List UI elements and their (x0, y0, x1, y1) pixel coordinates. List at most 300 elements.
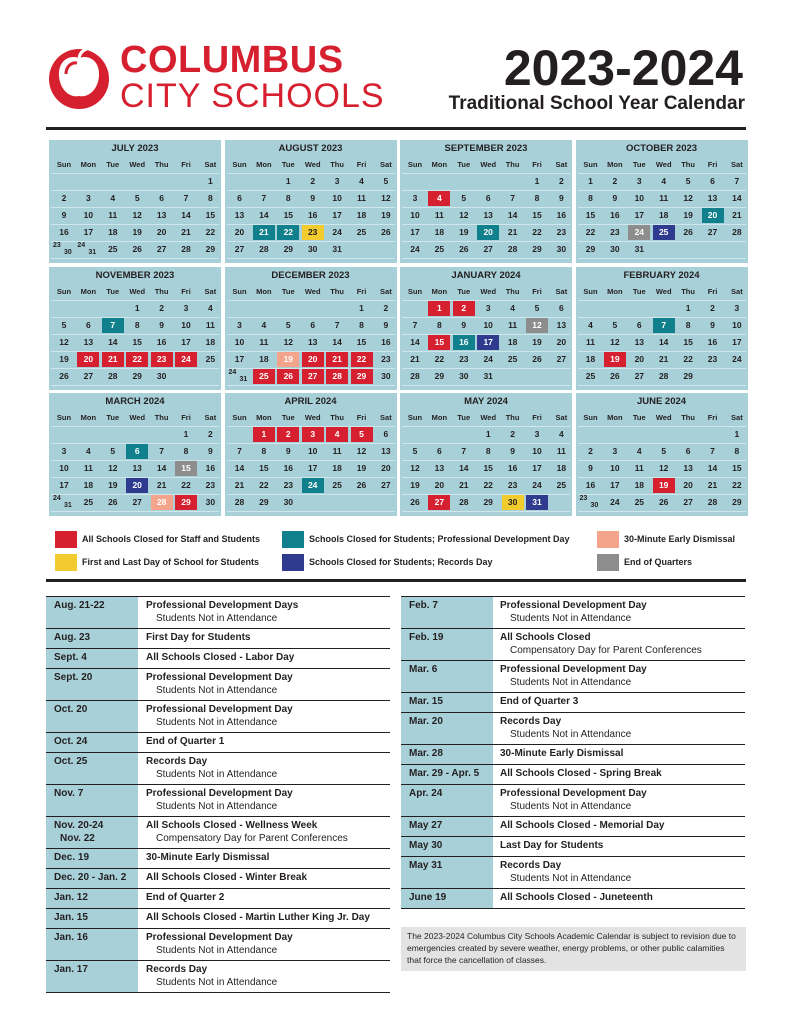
day-cell: 16 (556, 210, 567, 220)
day-cell: 27 (234, 244, 245, 254)
day-cell: 17 (532, 463, 542, 473)
event-row (46, 597, 390, 629)
day-cell: 3 (183, 302, 189, 313)
day-number: 30 (64, 249, 72, 256)
day-cell: 15 (683, 336, 693, 347)
day-cell: 2 (559, 176, 564, 186)
day-cell: 23 (459, 353, 469, 364)
day-number: 31 (239, 375, 248, 383)
day-cell: 24 (483, 353, 493, 364)
day-cell: 18 (259, 353, 269, 364)
day-cell: 12 (610, 336, 620, 347)
day-cell: 10 (634, 193, 645, 203)
event-date: May 30 (409, 840, 443, 851)
event-note: Students Not in Attendance (156, 945, 278, 956)
event-description: Professional Development Day (500, 788, 647, 799)
weekday-label: Tue (457, 413, 471, 422)
day-cell: 8 (437, 319, 442, 330)
day-cell: 31 (332, 244, 342, 254)
day-cell: 28 (507, 244, 518, 254)
day-cell: 14 (410, 336, 420, 347)
weekday-label: Tue (106, 160, 120, 169)
day-cell: 2 (453, 301, 475, 316)
weekday-label: Wed (655, 286, 672, 296)
weekday-label: Fri (532, 413, 542, 422)
day-cell: 4 (86, 446, 91, 456)
day-cell: 13 (434, 463, 445, 473)
day-cell: 4 (559, 429, 564, 439)
event-date: Sept. 20 (54, 672, 93, 683)
event-date: Mar. 15 (409, 696, 443, 707)
day-cell: 18 (507, 336, 518, 347)
day-cell: 7 (102, 318, 124, 333)
day-cell: 1 (428, 301, 450, 316)
day-cell: 28 (326, 369, 348, 384)
event-description: All Schools Closed - Labor Day (146, 652, 295, 663)
day-cell: 27 (634, 370, 645, 381)
day-cell: 29 (585, 244, 596, 254)
weekday-label: Thu (681, 160, 695, 169)
day-cell: 24 (410, 244, 420, 254)
day-cell: 16 (707, 336, 718, 347)
legend-label: All Schools Closed for Staff and Students (82, 534, 261, 544)
weekday-label: Mon (431, 160, 448, 169)
day-cell: 7 (461, 446, 467, 456)
weekday-label: Sun (232, 160, 247, 169)
day-cell: 30 (556, 244, 567, 254)
row-divider (227, 385, 395, 386)
day-cell: 22 (434, 353, 445, 364)
day-cell: 28 (707, 497, 718, 507)
day-cell: 30 (156, 370, 167, 381)
day-cell: 6 (310, 319, 316, 330)
day-cell: 6 (710, 176, 715, 186)
day-cell: 26 (59, 370, 69, 381)
weekday-label: Sat (204, 286, 217, 296)
day-cell: 19 (683, 210, 693, 220)
day-number: 23 (579, 495, 588, 502)
event-description: Professional Development Days (146, 600, 299, 611)
day-cell: 17 (477, 335, 499, 350)
day-cell: 28 (459, 497, 469, 507)
month-title: DECEMBER 2023 (271, 269, 350, 281)
day-cell: 4 (110, 193, 116, 203)
day-cell: 5 (351, 427, 373, 442)
day-number: 30 (590, 502, 599, 509)
day-cell: 2 (159, 302, 164, 313)
day-cell: 15 (532, 210, 542, 220)
event-row (401, 785, 745, 817)
day-cell: 25 (634, 497, 645, 507)
day-cell: 21 (253, 225, 275, 240)
event-date: Oct. 20 (54, 704, 88, 715)
day-cell: 19 (108, 480, 118, 490)
day-cell: 25 (83, 497, 94, 507)
month-calendar (225, 267, 397, 390)
day-cell: 22 (532, 227, 542, 237)
day-cell: 17 (83, 227, 94, 237)
day-cell: 5 (461, 193, 467, 203)
day-number: 31 (88, 249, 97, 256)
day-cell: 27 (483, 244, 493, 254)
event-description: Professional Development Day (146, 704, 293, 715)
weekday-label: Mon (256, 286, 272, 296)
section-divider (46, 579, 746, 582)
weekday-label: Sat (204, 413, 217, 422)
day-cell: 16 (610, 210, 620, 220)
day-cell: 7 (734, 176, 740, 186)
day-cell: 13 (556, 319, 567, 330)
weekday-label: Wed (480, 160, 497, 169)
day-cell: 9 (612, 193, 618, 203)
day-cell: 10 (732, 319, 742, 330)
day-cell: 1 (685, 302, 691, 313)
weekday-label: Wed (304, 286, 321, 296)
day-cell: 29 (483, 497, 493, 507)
day-cell: 10 (83, 210, 94, 220)
event-note: Students Not in Attendance (510, 677, 632, 688)
day-cell: 17 (59, 480, 69, 490)
day-cell: 2 (383, 302, 389, 313)
day-cell: 15 (356, 336, 367, 347)
weekday-label: Sun (583, 160, 598, 169)
day-cell: 14 (732, 193, 742, 203)
event-description: Records Day (500, 716, 562, 727)
day-cell: 16 (205, 463, 216, 473)
day-cell: 18 (83, 480, 94, 490)
day-cell: 11 (205, 319, 215, 330)
event-description: Records Day (146, 964, 208, 975)
day-cell: 25 (356, 227, 367, 237)
day-cell: 1 (534, 176, 540, 186)
month-title: JULY 2023 (111, 143, 159, 154)
day-cell: 26 (108, 497, 118, 507)
weekday-label: Tue (632, 286, 646, 296)
day-cell: 5 (110, 446, 116, 456)
day-cell: 26 (658, 497, 669, 507)
day-cell: 9 (61, 210, 67, 220)
day-cell: 15 (259, 463, 269, 473)
day-cell: 16 (59, 227, 69, 237)
day-cell: 8 (208, 193, 213, 203)
event-row (46, 629, 390, 649)
day-cell: 22 (683, 353, 693, 364)
legend-swatch (597, 531, 619, 548)
day-cell: 7 (510, 193, 515, 203)
weekday-label: Sat (380, 160, 392, 169)
day-cell-split (53, 242, 75, 257)
day-cell: 26 (459, 244, 469, 254)
event-row (401, 745, 745, 765)
event-date: Feb. 19 (409, 632, 444, 643)
weekday-label: Tue (281, 160, 295, 169)
day-cell: 3 (636, 176, 642, 186)
month-title: JUNE 2024 (636, 396, 687, 407)
event-description: Professional Development Day (500, 664, 647, 675)
day-cell: 1 (183, 429, 189, 439)
weekday-label: Mon (80, 286, 97, 296)
weekday-label: Fri (181, 413, 191, 422)
day-cell: 24 (628, 225, 650, 240)
day-cell: 15 (585, 210, 596, 220)
day-cell: 2 (588, 446, 593, 456)
day-cell: 8 (261, 446, 267, 456)
event-date: Sept. 4 (54, 652, 87, 663)
day-cell: 17 (234, 353, 245, 364)
day-cell: 29 (683, 370, 693, 381)
day-cell: 11 (259, 336, 269, 347)
day-cell: 1 (253, 427, 275, 442)
day-cell: 23 (283, 480, 294, 490)
event-date: Dec. 20 - Jan. 2 (54, 872, 127, 883)
day-cell: 23 (707, 353, 718, 364)
event-date: June 19 (409, 892, 447, 903)
day-number: 31 (64, 502, 72, 509)
day-cell: 3 (61, 446, 67, 456)
day-cell: 26 (381, 227, 391, 237)
event-date: Feb. 7 (409, 600, 438, 611)
day-cell: 13 (307, 336, 318, 347)
day-cell: 29 (351, 369, 373, 384)
event-description: End of Quarter 2 (146, 892, 225, 903)
event-row (401, 629, 745, 661)
weekday-label: Sat (555, 286, 568, 296)
day-cell: 16 (283, 463, 294, 473)
event-note: Students Not in Attendance (156, 717, 278, 728)
legend-swatch (55, 554, 77, 571)
day-cell: 19 (356, 463, 367, 473)
day-cell: 20 (702, 208, 724, 223)
event-date: Mar. 28 (409, 748, 443, 759)
weekday-label: Mon (80, 160, 97, 169)
day-cell: 11 (508, 319, 518, 330)
day-cell: 27 (156, 244, 167, 254)
day-cell: 14 (459, 463, 469, 473)
event-row (46, 669, 390, 701)
weekday-label: Sun (407, 413, 423, 422)
day-cell: 7 (412, 319, 418, 330)
row-divider (578, 426, 746, 427)
day-cell: 29 (132, 370, 142, 381)
day-cell: 4 (261, 319, 267, 330)
event-note: Students Not in Attendance (156, 685, 278, 696)
day-cell: 13 (707, 193, 718, 203)
day-cell: 18 (108, 227, 118, 237)
event-date: Jan. 12 (54, 892, 88, 903)
month-title: AUGUST 2023 (278, 143, 343, 154)
day-cell: 27 (381, 480, 391, 490)
weekday-label: Fri (181, 160, 191, 169)
day-cell: 12 (658, 463, 669, 473)
month-calendar (225, 393, 397, 516)
day-cell: 6 (559, 302, 564, 313)
day-cell: 5 (534, 302, 540, 313)
weekday-label: Sun (56, 413, 72, 422)
event-description: Professional Development Day (500, 600, 647, 611)
day-cell: 23 (302, 225, 324, 240)
day-cell: 13 (234, 210, 245, 220)
day-cell: 22 (585, 227, 596, 237)
day-cell: 2 (61, 193, 67, 203)
event-date: Nov. 20-24 (54, 820, 104, 831)
day-cell: 14 (108, 336, 118, 347)
month-calendar (225, 140, 397, 263)
event-row (401, 889, 745, 909)
day-cell: 21 (326, 352, 348, 367)
day-cell: 23 (205, 480, 216, 490)
day-cell: 28 (732, 227, 742, 237)
day-cell: 12 (283, 336, 294, 347)
event-description: 30-Minute Early Dismissal (146, 852, 270, 863)
event-row (401, 661, 745, 693)
event-date: Jan. 17 (54, 964, 88, 975)
day-cell: 6 (86, 319, 91, 330)
event-date: Oct. 24 (54, 736, 88, 747)
day-cell: 30 (283, 497, 294, 507)
day-cell: 27 (83, 370, 94, 381)
day-cell: 8 (285, 193, 291, 203)
page-title: 2023-2024 (503, 40, 743, 96)
day-cell: 1 (588, 176, 593, 186)
day-cell: 22 (483, 480, 493, 490)
row-divider (227, 258, 395, 259)
event-row (46, 909, 390, 929)
weekday-label: Thu (505, 160, 520, 169)
day-cell: 12 (59, 336, 69, 347)
weekday-label: Fri (356, 286, 367, 296)
event-row (46, 649, 390, 669)
event-note: Students Not in Attendance (510, 729, 632, 740)
day-number: 24 (228, 368, 237, 376)
day-cell: 29 (175, 495, 197, 510)
day-cell: 1 (134, 302, 140, 313)
day-cell: 23 (556, 227, 567, 237)
day-cell: 11 (556, 446, 566, 456)
day-cell: 1 (734, 429, 740, 439)
day-number: 24 (53, 495, 61, 502)
event-row (401, 597, 745, 629)
month-title: JANUARY 2024 (451, 269, 521, 281)
day-cell: 14 (332, 336, 342, 347)
day-cell: 30 (381, 370, 391, 381)
day-cell: 18 (634, 480, 645, 490)
day-cell: 1 (285, 176, 291, 186)
day-cell: 6 (237, 193, 242, 203)
weekday-label: Sun (407, 160, 423, 169)
day-cell: 20 (156, 227, 167, 237)
day-cell: 19 (410, 480, 420, 490)
day-cell: 15 (132, 336, 142, 347)
weekday-label: Wed (129, 286, 146, 296)
day-cell: 21 (156, 480, 167, 490)
day-cell: 26 (683, 227, 693, 237)
weekday-label: Wed (480, 413, 497, 422)
day-cell: 11 (434, 210, 444, 220)
day-cell: 2 (710, 302, 715, 313)
day-cell: 14 (181, 210, 191, 220)
day-cell: 13 (83, 336, 94, 347)
event-row (46, 785, 390, 817)
day-cell: 15 (283, 210, 294, 220)
day-cell: 27 (302, 369, 324, 384)
weekday-label: Thu (154, 286, 169, 296)
day-cell: 25 (556, 480, 567, 490)
day-cell: 9 (310, 193, 316, 203)
day-cell: 9 (510, 446, 515, 456)
row-divider (51, 385, 219, 386)
day-cell: 8 (359, 319, 364, 330)
day-cell: 29 (259, 497, 269, 507)
day-cell: 19 (604, 352, 626, 367)
day-cell: 16 (585, 480, 596, 490)
day-cell: 18 (434, 227, 445, 237)
day-cell: 20 (556, 336, 567, 347)
weekday-label: Wed (304, 413, 321, 422)
day-cell: 4 (359, 176, 364, 186)
day-cell: 5 (661, 446, 667, 456)
day-cell: 11 (108, 210, 118, 220)
day-cell: 9 (383, 319, 389, 330)
weekday-label: Mon (607, 160, 623, 169)
day-cell: 5 (412, 446, 418, 456)
weekday-label: Sun (56, 160, 72, 169)
legend-swatch (597, 554, 619, 571)
day-cell: 14 (507, 210, 518, 220)
event-date: Aug. 21-22 (54, 600, 105, 611)
row-divider (578, 511, 746, 512)
event-description: All Schools Closed - Juneteenth (500, 892, 653, 903)
day-cell: 11 (83, 463, 93, 473)
event-date: Apr. 24 (409, 788, 443, 799)
day-cell: 24 (175, 352, 197, 367)
day-cell: 1 (359, 302, 364, 313)
day-cell: 29 (434, 370, 445, 381)
day-cell: 16 (156, 336, 167, 347)
day-cell: 5 (134, 193, 140, 203)
day-cell: 20 (126, 478, 148, 493)
day-cell: 17 (332, 210, 342, 220)
day-cell: 3 (334, 176, 340, 186)
day-cell: 6 (437, 446, 442, 456)
day-cell: 7 (183, 193, 189, 203)
event-note: Students Not in Attendance (510, 801, 632, 812)
day-cell: 7 (237, 446, 242, 456)
weekday-label: Thu (330, 160, 344, 169)
event-description: Records Day (146, 756, 208, 767)
event-row (46, 929, 390, 961)
weekday-label: Wed (655, 160, 672, 169)
weekday-label: Sun (232, 286, 247, 296)
weekday-label: Mon (256, 160, 272, 169)
day-cell: 15 (175, 461, 197, 476)
day-cell: 31 (483, 370, 493, 381)
weekday-label: Thu (505, 286, 520, 296)
weekday-label: Tue (281, 413, 295, 422)
month-title: MAY 2024 (464, 396, 508, 407)
day-cell: 28 (410, 370, 420, 381)
day-cell: 3 (86, 193, 91, 203)
day-cell: 14 (707, 463, 718, 473)
day-cell: 5 (383, 176, 389, 186)
event-date: Oct. 25 (54, 756, 88, 767)
day-cell: 22 (181, 480, 191, 490)
day-cell: 17 (634, 210, 645, 220)
day-cell: 9 (588, 463, 593, 473)
day-cell: 8 (485, 446, 491, 456)
weekday-label: Mon (256, 413, 272, 422)
day-cell: 25 (585, 370, 596, 381)
day-cell: 26 (356, 480, 367, 490)
